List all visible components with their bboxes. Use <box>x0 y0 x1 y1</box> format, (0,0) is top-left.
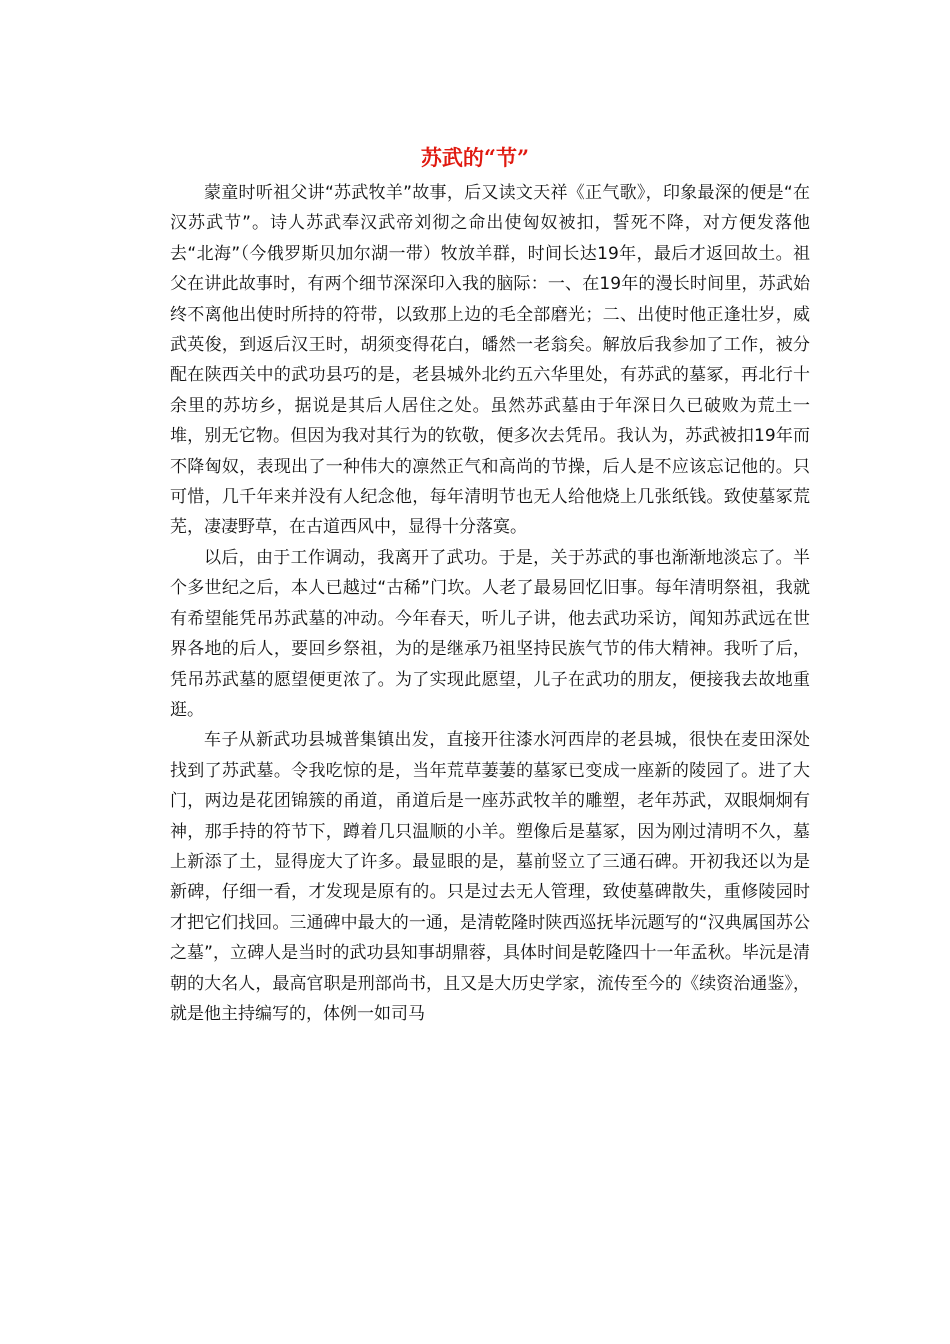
paragraph-1: 蒙童时听祖父讲“苏武牧羊”故事，后又读文天祥《正气歌》，印象最深的便是“在汉苏武节”。诗人苏武奉汉武帝刘彻之命出使匈奴被扣，誓死不降，对方便发落他去“北海”（今俄罗斯贝加尔湖一带）牧放羊群，时间长达19年，最后才返回故土。祖父在讲此故事时，有两个细节深深印入我的脑际：一、在19年的漫长时间里，苏武始终不离他出使时所持的符带，以致那上边的毛全部磨光；二、出使时他正逢壮岁，威武英俊，到返后汉王时，胡须变得花白，皤然一老翁矣。解放后我参加了工作，被分配在陕西关中的武功县巧的是，老县城外北约五六华里处，有苏武的墓冢，再北行十余里的苏坊乡，据说是其后人居住之处。虽然苏武墓由于年深日久已破败为荒土一堆，别无它物。但因为我对其行为的钦敬，便多次去凭吊。我认为，苏武被扣19年而不降匈奴，表现出了一种伟大的凛然正气和高尚的节操，后人是不应该忘记他的。只可惜，几千年来并没有人纪念他，每年清明节也无人给他烧上几张纸钱。致使墓冢荒芜，凄凄野草，在古道西风中，显得十分落寞。 <box>170 183 810 538</box>
paragraph-2: 以后，由于工作调动，我离开了武功。于是，关于苏武的事也渐渐地淡忘了。半个多世纪之后，本人已越过“古稀”门坎。人老了最易回忆旧事。每年清明祭祖，我就有希望能凭吊苏武墓的冲动。今年春天，听儿子讲，他去武功采访，闻知苏武远在世界各地的后人，要回乡祭祖，为的是继承乃祖坚持民族气节的伟大精神。我听了后，凭吊苏武墓的愿望便更浓了。为了实现此愿望，儿子在武功的朋友，便接我去故地重逛。 <box>170 547 810 720</box>
paragraph-3: 车子从新武功县城普集镇出发，直接开往漆水河西岸的老县城，很快在麦田深处找到了苏武墓。令我吃惊的是，当年荒草萋萋的墓冢已变成一座新的陵园了。进了大门，两边是花团锦簇的甬道，甬道后是一座苏武牧羊的雕塑，老年苏武，双眼炯炯有神，那手持的符节下，蹲着几只温顺的小羊。塑像后是墓冢，因为刚过清明不久，墓上新添了土，显得庞大了许多。最显眼的是，墓前竖立了三通石碑。开初我还以为是新碑，仔细一看，才发现是原有的。只是过去无人管理，致使墓碑散失，重修陵园时才把它们找回。三通碑中最大的一通，是清乾隆时陕西巡抚毕沅题写的“汉典属国苏公之墓”，立碑人是当时的武功县知事胡鼎蓉，具体时间是乾隆四十一年孟秋。毕沅是清朝的大名人，最高官职是刑部尚书，且又是大历史学家，流传至今的《续资治通鉴》，就是他主持编写的，体例一如司马 <box>170 730 810 1024</box>
article-body <box>170 178 810 1029</box>
page-title: 苏武的“节” <box>420 145 530 170</box>
